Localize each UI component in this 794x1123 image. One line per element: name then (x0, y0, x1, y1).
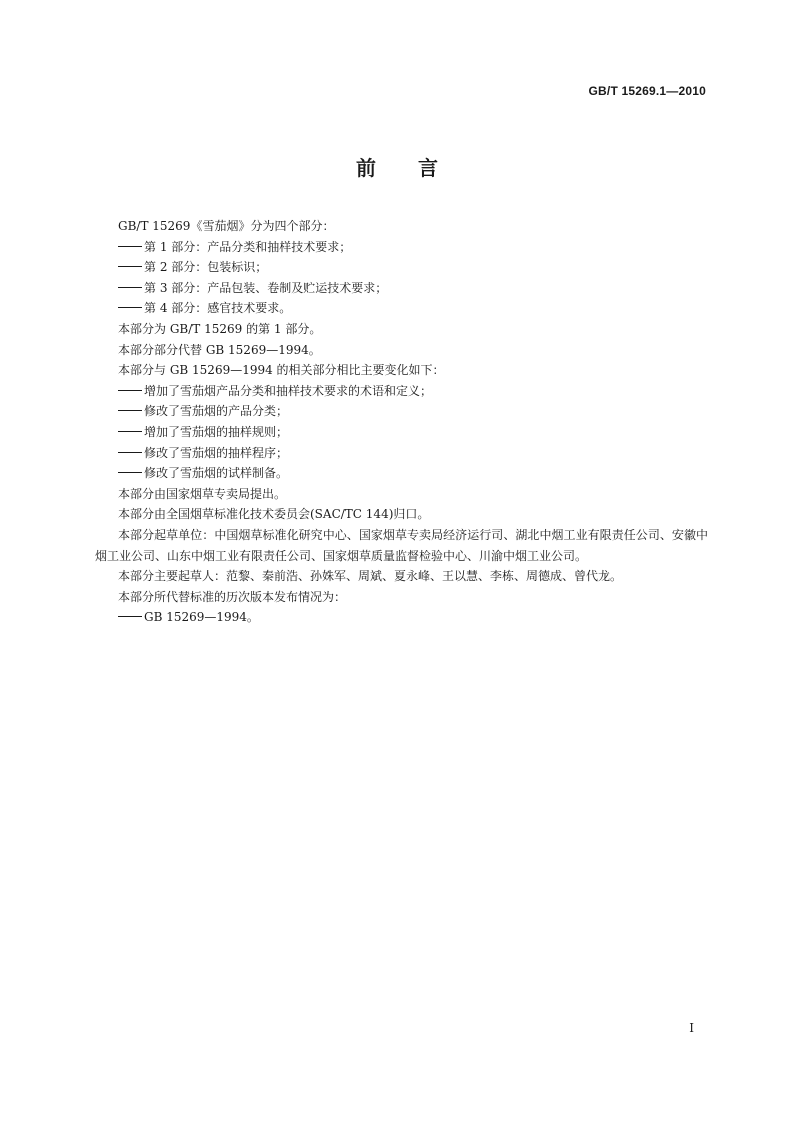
paragraph-parts-intro: GB/T 15269《雪茄烟》分为四个部分： (118, 219, 335, 233)
paragraph-part-scope: 本部分为 GB/T 15269 的第 1 部分。 (118, 321, 322, 336)
dash-icon (118, 431, 142, 432)
list-item: 修改了雪茄烟的产品分类； (118, 401, 708, 422)
page-title: 前言 (356, 156, 480, 180)
dash-icon (118, 246, 142, 247)
list-item: 第 2 部分：包装标识； (118, 257, 708, 278)
list-item: 第 1 部分：产品分类和抽样技术要求； (118, 237, 708, 258)
paragraph-replaces: 本部分部分代替 GB 15269—1994。 (118, 342, 321, 357)
dash-icon (118, 266, 142, 267)
list-item: 增加了雪茄烟的抽样规则； (118, 422, 708, 443)
dash-icon (118, 472, 142, 473)
list-item: 第 3 部分：产品包装、卷制及贮运技术要求； (118, 278, 708, 299)
page-number: I (689, 1021, 694, 1035)
dash-icon (118, 410, 142, 411)
paragraph-history-intro: 本部分所代替标准的历次版本发布情况为： (118, 589, 347, 604)
paragraph-proposed-by: 本部分由国家烟草专卖局提出。 (118, 486, 287, 501)
list-item: GB 15269—1994。 (118, 607, 708, 628)
paragraph-changes-intro: 本部分与 GB 15269—1994 的相关部分相比主要变化如下： (118, 363, 445, 378)
dash-icon (118, 307, 142, 308)
list-item: 修改了雪茄烟的试样制备。 (118, 463, 708, 484)
dash-icon (118, 390, 142, 391)
dash-icon (118, 452, 142, 453)
list-item: 修改了雪茄烟的抽样程序； (118, 443, 708, 464)
paragraph-centralized-by: 本部分由全国烟草标准化技术委员会(SAC/TC 144)归口。 (118, 507, 430, 522)
dash-icon (118, 287, 142, 288)
list-item: 第 4 部分：感官技术要求。 (118, 298, 708, 319)
paragraph-drafters: 本部分主要起草人：范黎、秦前浩、孙姝军、周斌、夏永峰、王以慧、李栋、周德成、曾代龙。 (118, 569, 623, 584)
list-item: 增加了雪茄烟产品分类和抽样技术要求的术语和定义； (118, 381, 708, 402)
paragraph-drafting-units: 本部分起草单位：中国烟草标准化研究中心、国家烟草专卖局经济运行司、湖北中烟工业有限责任公司、安徽中烟工业公司、山东中烟工业有限责任公司、国家烟草质量监督检验中心、川渝中烟工业公司。 (95, 527, 708, 563)
standard-code: GB/T 15269.1—2010 (588, 84, 706, 98)
dash-icon (118, 616, 142, 617)
foreword-body (95, 216, 708, 628)
